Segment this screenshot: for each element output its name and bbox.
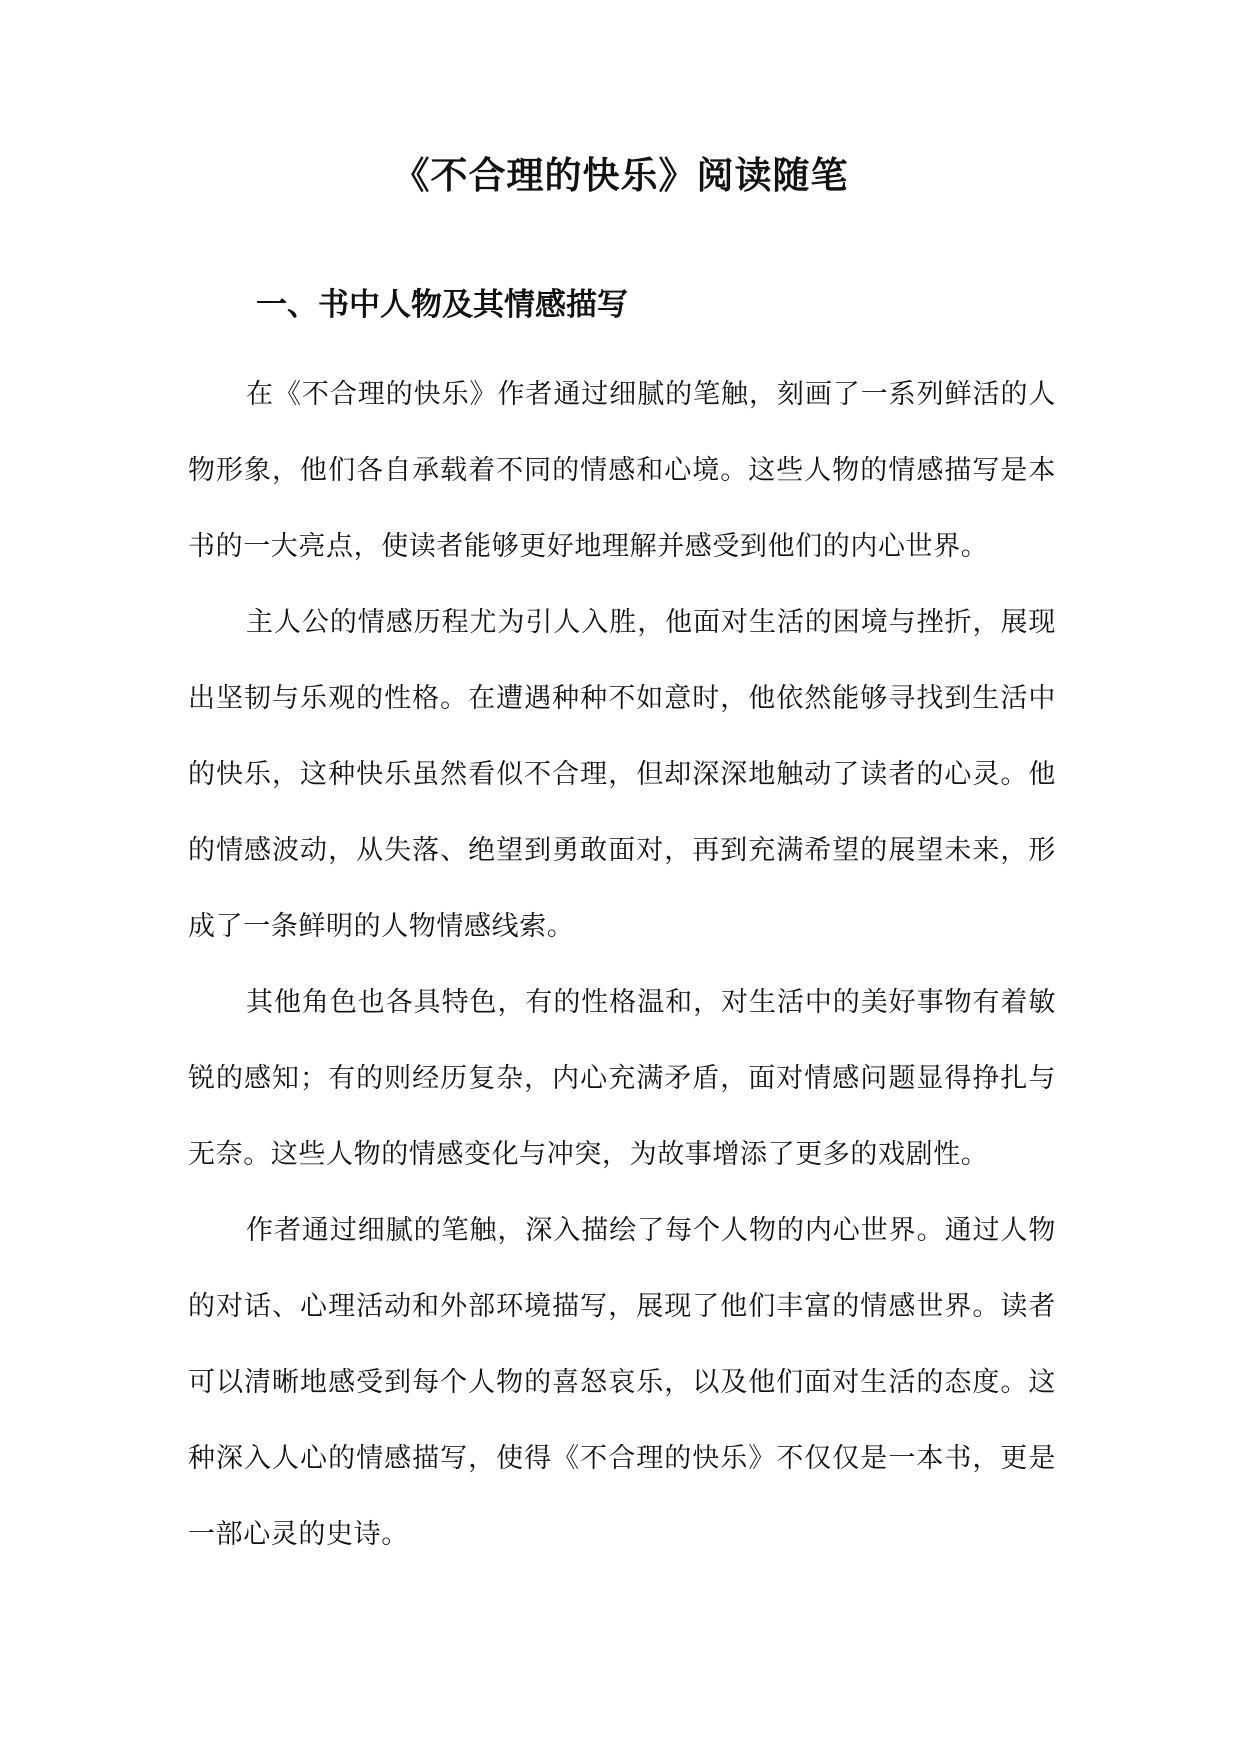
paragraph-4: 作者通过细腻的笔触，深入描绘了每个人物的内心世界。通过人物的对话、心理活动和外部环境描写，展现了他们丰富的情感世界。读者可以清晰地感受到每个人物的喜怒哀乐，以及他们面对生活的态度。这种深入人心的情感描写，使得《不合理的快乐》不仅仅是一本书，更是一部心灵的史诗。 (188, 1215, 1056, 1550)
paragraph-3: 其他角色也各具特色，有的性格温和，对生活中的美好事物有着敏锐的感知；有的则经历复杂，内心充满矛盾，面对情感问题显得挣扎与无奈。这些人物的情感变化与冲突，为故事增添了更多的戏剧性。 (188, 987, 1056, 1170)
section-heading: 一、书中人物及其情感描写 (256, 287, 628, 323)
paragraph-1: 在《不合理的快乐》作者通过细腻的笔触，刻画了一系列鲜活的人物形象，他们各自承载着不同的情感和心境。这些人物的情感描写是本书的一大亮点，使读者能够更好地理解并感受到他们的内心世界。 (188, 379, 1056, 562)
paragraph-2: 主人公的情感历程尤为引人入胜，他面对生活的困境与挫折，展现出坚韧与乐观的性格。在遭遇种种不如意时，他依然能够寻找到生活中的快乐，这种快乐虽然看似不合理，但却深深地触动了读者的心灵。他的情感波动，从失落、绝望到勇敢面对，再到充满希望的展望未来，形成了一条鲜明的人物情感线索。 (188, 607, 1056, 942)
section-body (188, 357, 1056, 1573)
document-title: 《不合理的快乐》阅读随笔 (392, 153, 849, 197)
